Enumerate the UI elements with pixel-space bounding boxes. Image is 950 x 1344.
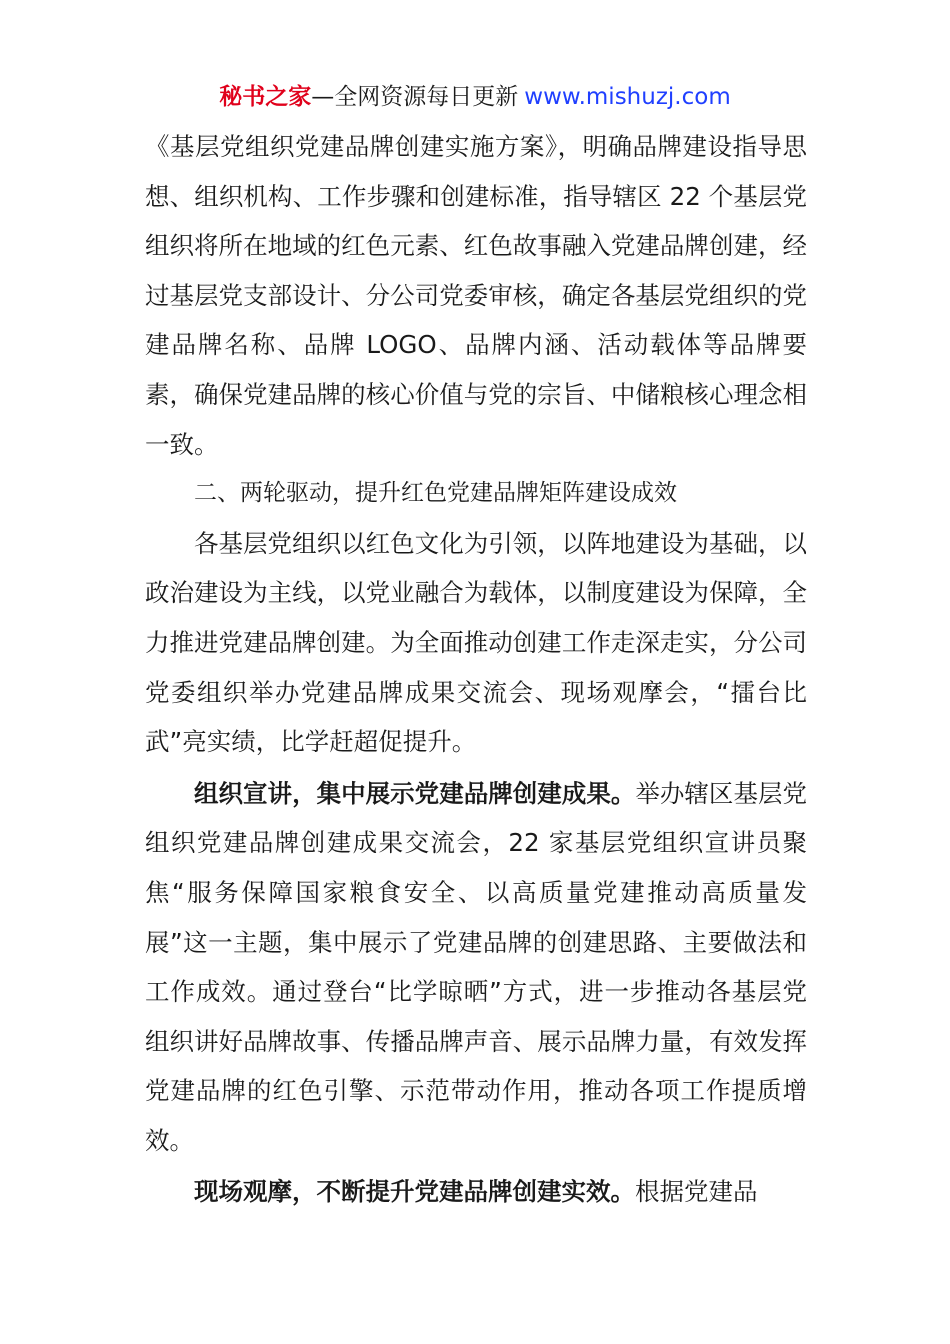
section-heading: 二、两轮驱动，提升红色党建品牌矩阵建设成效 [194,480,677,507]
document-body [145,122,807,1217]
paragraph-2: 各基层党组织以红色文化为引领，以阵地建设为基础，以政治建设为主线，以党业融合为载体，以制度建设为保障，全力推进党建品牌创建。为全面推动创建工作走深走实，分公司党委组织举办党建品牌成果交流会、现场观摩会，“擂台比武”亮实绩，比学赶超促提升。 [145,528,807,757]
paragraph-3-text: 举办辖区基层党组织党建品牌创建成果交流会，22 家基层党组织宣讲员聚焦“服务保障国家粮食安全、以高质量党建推动高质量发展”这一主题，集中展示了党建品牌的创建思路、主要做法和工作成效。通过登台“比学晾晒”方式，进一步推动各基层党组织讲好品牌故事、传播品牌声音、展示品牌力量，有效发挥党建品牌的红色引擎、示范带动作用，推动各项工作提质增效。 [145,778,807,1155]
paragraph-1: 《基层党组织党建品牌创建实施方案》，明确品牌建设指导思想、组织机构、工作步骤和创建标准，指导辖区 22 个基层党组织将所在地域的红色元素、红色故事融入党建品牌创建，经过基层党支部设计、分公司党委审核，确定各基层党组织的党建品牌名称、品牌 LOGO、品牌内涵、活动载体等品牌要素，确保党建品牌的核心价值与党的宗旨、中储粮核心理念相一致。 [145,132,807,459]
site-url[interactable]: www.mishuzj.com [524,84,731,110]
paragraph-4-text: 根据党建品 [635,1177,758,1207]
paragraph-4 [145,1167,807,1217]
paragraph-4-lead: 现场观摩，不断提升党建品牌创建实效。 [194,1177,635,1207]
site-brand: 秘书之家 [219,84,312,110]
paragraph-3 [145,769,807,1166]
page-header [0,80,950,114]
site-tagline: —全网资源每日更新 [311,84,519,110]
paragraph-3-lead: 组织宣讲，集中展示党建品牌创建成果。 [194,778,636,808]
